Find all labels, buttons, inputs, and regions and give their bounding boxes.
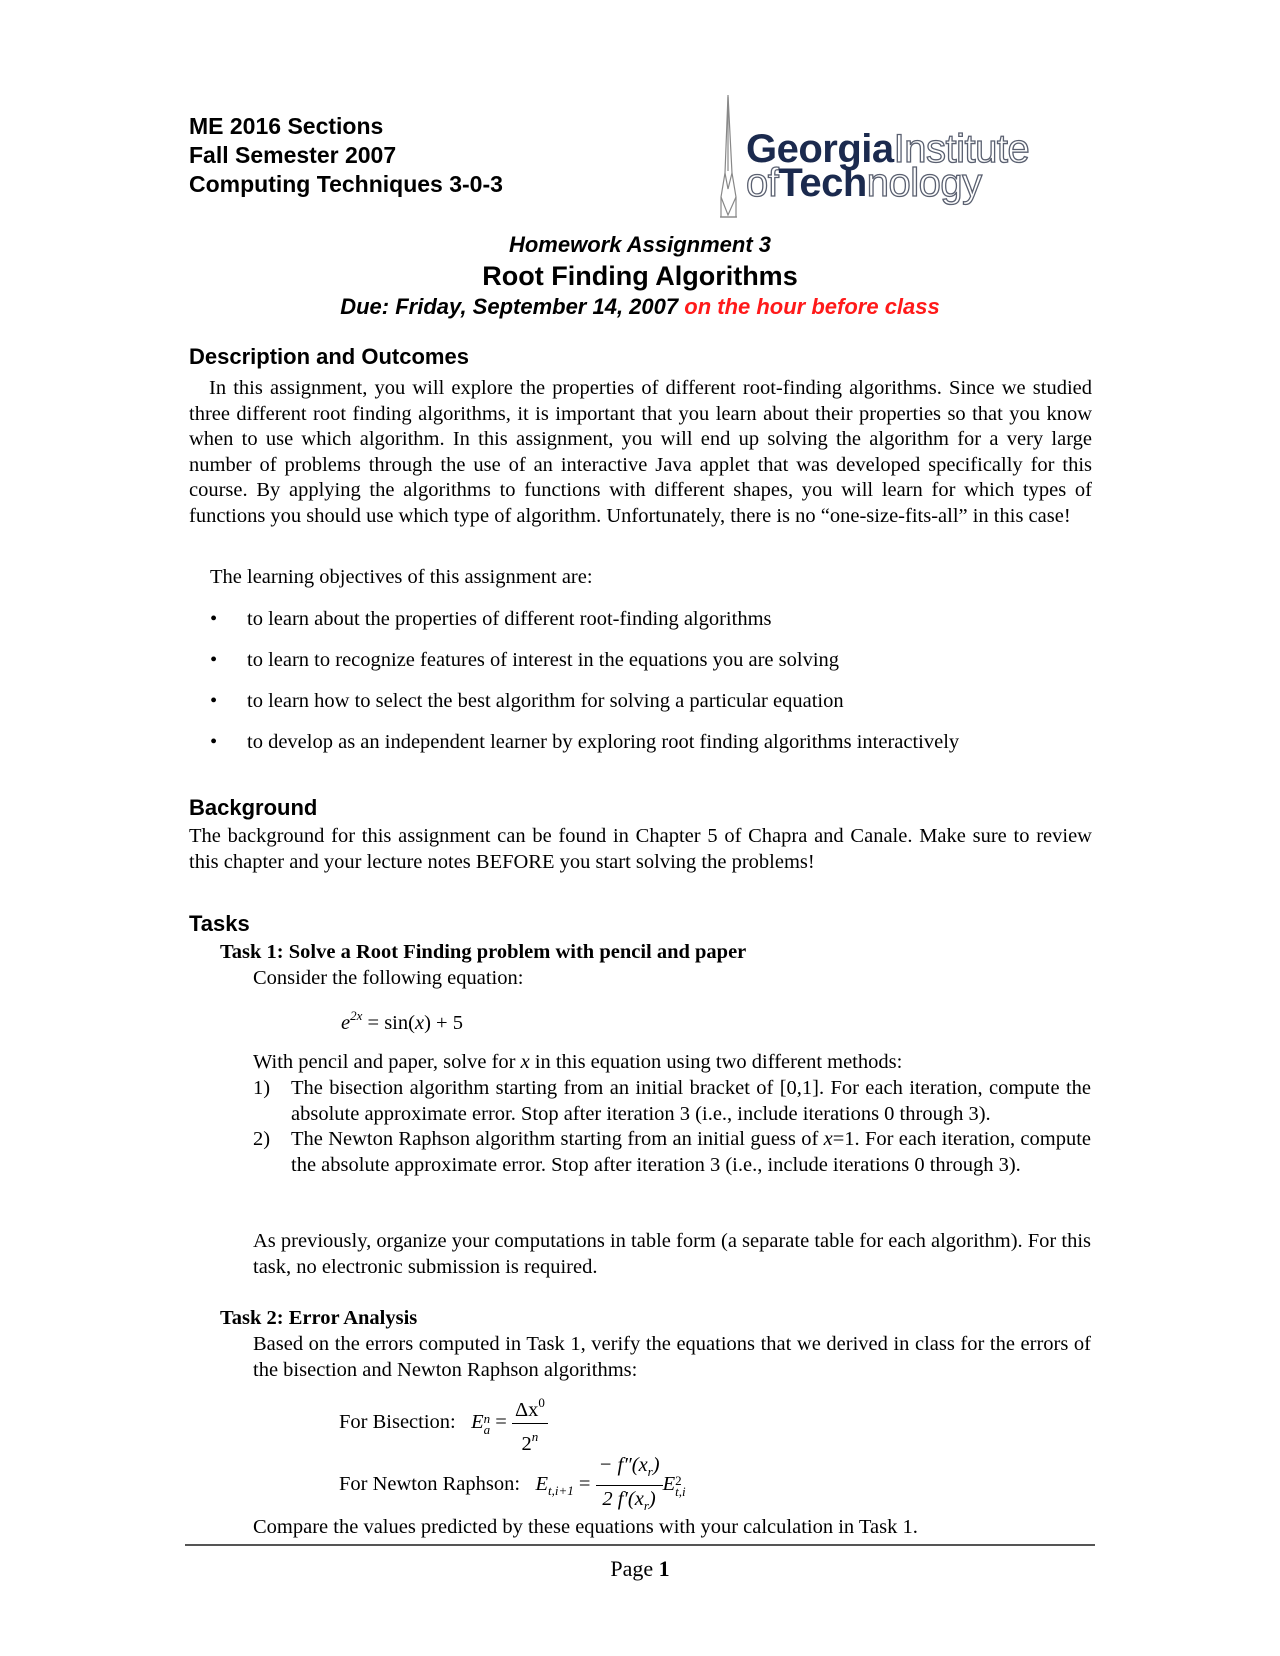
section-heading-background: Background [189,795,318,820]
bullet-icon: • [210,690,218,712]
fraction: $\frac{- f''(x_r)}{2 f'(x_r)}$ [596,1452,663,1519]
task-2-closing: Compare the values predicted by these equations with your calculation in Task 1. [253,1516,918,1538]
due-date [0,294,1280,320]
task-2-intro: Based on the errors computed in Task 1, verify the equations that we derived in class for the errors of the bisection and Newton Raphson algorithms: [253,1333,1091,1381]
list-item: 2) The Newton Raphson algorithm starting from an initial guess of x=1. For each iteration, compute the absolute approximate error. Stop after iteration 3 (i.e., include iterations 0 through 3). [253,1128,1091,1176]
list-item: • to develop as an independent learner by exploring root finding algorithms interactively [210,731,960,753]
due-date-emphasis: on the hour before class [684,294,940,319]
course-info [189,112,503,199]
task-1-intro: Consider the following equation: [253,967,524,989]
list-item: • to learn about the properties of different root-finding algorithms [210,608,772,630]
task-1-methods-list [253,1076,1091,1178]
equation-task-1: $e^{2x} = \sin(x) + 5$ [341,1008,463,1034]
newton-label: For Newton Raphson: [339,1473,521,1496]
course-line-2: Fall Semester 2007 [189,142,397,168]
section-heading-description: Description and Outcomes [189,344,469,369]
tech-tower-spire-icon [716,93,742,219]
newton-raphson-error-formula: For Newton Raphson: $E_{t,i+1}$ = $\frac{- f''(x_r)}{2 f'(x_r)}$ E 2 t,i [339,1452,686,1519]
list-item: • to learn to recognize features of interest in the equations you are solving [210,649,840,671]
logo-line-2: ofTechnology [746,161,982,205]
fraction: $\frac{\Delta x^0}{2^n}$ [512,1390,548,1457]
task-1-closing: As previously, organize your computations in table form (a separate table for each algorithm). For this task, no electronic submission is required. [253,1230,1091,1278]
bullet-icon: • [210,649,218,671]
bullet-icon: • [210,608,218,630]
description-paragraph: In this assignment, you will explore the properties of different root-finding algorithms. Since we studied three different root finding algorithms, it is important that you learn about their properties so that you know when to use which algorithm. In this assignment, you will end up solving the algorithm for a very large number of problems through the use of an interactive Java applet that was developed specifically for this course. By applying the algorithms to functions with different shapes, you will learn for which types of functions you should use which type of algorithm. Unfortunately, there is no “one-size-fits-all” in this case! [189,377,1092,527]
background-paragraph: The background for this assignment can be found in Chapter 5 of Chapra and Canale. Make sure to review this chapter and your lecture notes BEFORE you start solving the problems! [189,825,1092,873]
bullet-icon: • [210,731,218,753]
georgia-tech-logo [716,93,1096,219]
logo-line-1: GeorgiaInstitute [746,127,1030,171]
bisection-error-formula: For Bisection: E n a = $\frac{\Delta x^0}{2^n}$ [339,1390,548,1457]
list-item: • to learn how to select the best algorithm for solving a particular equation [210,690,844,712]
objectives-list [210,607,1090,771]
page-number: Page 1 [610,1556,670,1581]
list-item: 1) The bisection algorithm starting from an initial bracket of [0,1]. For each iteration, compute the absolute approximate error. Stop after iteration 3 (i.e., include iterations 0 through 3). [253,1077,1091,1125]
course-line-1: ME 2016 Sections [189,113,384,139]
section-heading-tasks: Tasks [189,911,250,936]
assignment-number: Homework Assignment 3 [508,232,772,257]
course-line-3: Computing Techniques 3-0-3 [189,171,503,197]
task-1-methods-intro: With pencil and paper, solve for x in this equation using two different methods: [253,1051,903,1073]
task-2-title: Task 2: Error Analysis [220,1307,418,1329]
task-1-title: Task 1: Solve a Root Finding problem with pencil and paper [220,941,747,963]
footer-divider [185,1544,1095,1546]
due-date-text: Due: Friday, September 14, 2007 [340,294,679,319]
bisection-label: For Bisection: [339,1411,456,1434]
page-title: Root Finding Algorithms [482,261,798,291]
objectives-intro: The learning objectives of this assignment are: [210,566,593,588]
